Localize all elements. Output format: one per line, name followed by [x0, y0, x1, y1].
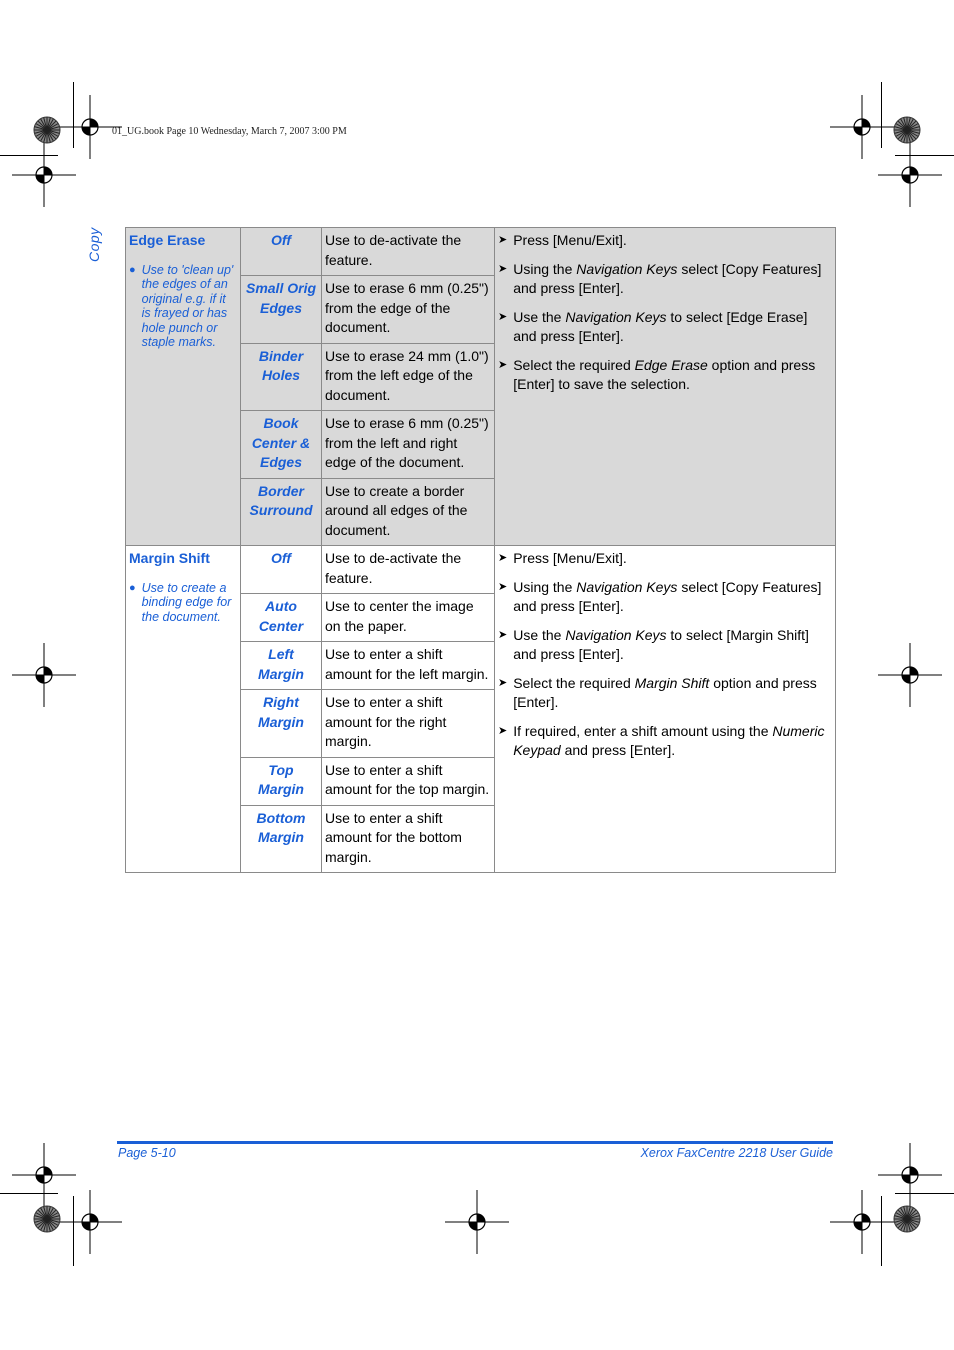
footer-rule [117, 1141, 833, 1144]
page-number: Page 5-10 [118, 1146, 176, 1160]
arrow-bullet-icon: ➤ [498, 724, 508, 737]
option-cell [241, 594, 322, 642]
table-row [126, 546, 836, 594]
step-list [498, 549, 832, 761]
option-description: Use to de-activate the feature. [322, 546, 495, 594]
feature-title: Edge Erase [129, 232, 206, 248]
option-description: Use to erase 24 mm (1.0") from the left edge of the document. [322, 343, 495, 411]
arrow-bullet-icon: ➤ [498, 676, 508, 689]
option-cell [241, 757, 322, 805]
feature-note [129, 263, 237, 350]
registration-target-icon [822, 1182, 902, 1262]
registration-target-icon [50, 1182, 130, 1262]
option-label: Right Margin [258, 694, 304, 730]
list-item: ➤ Using the Navigation Keys select [Copy Features] and press [Enter]. [498, 260, 832, 299]
option-description: Use to erase 6 mm (0.25") from the edge of the document. [322, 276, 495, 344]
list-item: ➤ Select the required Edge Erase option and press [Enter] to save the selection. [498, 356, 832, 395]
option-description: Use to create a border around all edges of the document. [322, 478, 495, 546]
feature-note-text: Use to 'clean up' the edges of an original e.g. if it is frayed or has hole punch or staple marks. [141, 262, 234, 349]
registration-target-icon [870, 135, 950, 215]
option-description: Use to enter a shift amount for the bottom margin. [322, 805, 495, 873]
option-description: Use to enter a shift amount for the top margin. [322, 757, 495, 805]
list-item: ➤ Using the Navigation Keys select [Copy Features] and press [Enter]. [498, 578, 832, 617]
option-label: Top Margin [258, 761, 304, 797]
arrow-bullet-icon: ➤ [498, 628, 508, 641]
option-cell [241, 690, 322, 758]
option-cell [241, 478, 322, 546]
option-label: Book Center & Edges [251, 415, 311, 470]
feature-note-text: Use to create a binding edge for the document. [141, 580, 232, 624]
option-description: Use to enter a shift amount for the left margin. [322, 642, 495, 690]
guide-title: Xerox FaxCentre 2218 User Guide [640, 1146, 833, 1160]
registration-target-icon [870, 635, 950, 715]
starburst-target-icon [892, 1204, 922, 1234]
step-list [498, 231, 832, 395]
option-description: Use to enter a shift amount for the right margin. [322, 690, 495, 758]
arrow-bullet-icon: ➤ [498, 358, 508, 371]
feature-cell [126, 228, 241, 546]
registration-target-icon [437, 1182, 517, 1262]
feature-cell [126, 546, 241, 873]
starburst-target-icon [32, 1204, 62, 1234]
feature-note [129, 581, 237, 625]
arrow-bullet-icon: ➤ [498, 580, 508, 593]
feature-table [125, 227, 836, 873]
option-label: Border Surround [249, 482, 313, 518]
option-description: Use to erase 6 mm (0.25") from the left and right edge of the document. [322, 411, 495, 479]
option-label: Auto Center [258, 598, 304, 634]
arrow-bullet-icon: ➤ [498, 552, 508, 564]
option-cell [241, 411, 322, 479]
option-description: Use to center the image on the paper. [322, 594, 495, 642]
option-label: Left Margin [258, 646, 304, 682]
chapter-side-title: Copy [86, 227, 102, 262]
list-item: ➤ Press [Menu/Exit]. [498, 549, 832, 569]
arrow-bullet-icon: ➤ [498, 310, 508, 323]
option-label: Bottom Margin [256, 809, 306, 845]
table-row [126, 228, 836, 276]
instructions-cell [495, 228, 836, 546]
option-cell [241, 805, 322, 873]
bullet-icon: ● [129, 581, 136, 594]
starburst-target-icon [892, 115, 922, 145]
starburst-target-icon [32, 115, 62, 145]
instructions-cell [495, 546, 836, 873]
list-item: ➤ Press [Menu/Exit]. [498, 231, 832, 251]
list-item: ➤ Select the required Margin Shift option and press [Enter]. [498, 674, 832, 713]
arrow-bullet-icon: ➤ [498, 262, 508, 275]
arrow-bullet-icon: ➤ [498, 234, 508, 246]
list-item: ➤ Use the Navigation Keys to select [Margin Shift] and press [Enter]. [498, 626, 832, 665]
feature-title: Margin Shift [129, 550, 210, 566]
option-cell [241, 228, 322, 276]
option-cell [241, 642, 322, 690]
list-item: ➤ If required, enter a shift amount using the Numeric Keypad and press [Enter]. [498, 722, 832, 761]
option-description: Use to de-activate the feature. [322, 228, 495, 276]
bullet-icon: ● [129, 263, 136, 276]
registration-target-icon [4, 635, 84, 715]
option-cell [241, 276, 322, 344]
book-header-note: 01_UG.book Page 10 Wednesday, March 7, 2007 3:00 PM [112, 126, 347, 137]
option-cell [241, 546, 322, 594]
option-label: Small Orig Edges [245, 280, 317, 316]
list-item: ➤ Use the Navigation Keys to select [Edge Erase] and press [Enter]. [498, 308, 832, 347]
registration-target-icon [4, 135, 84, 215]
option-label: Off [271, 550, 291, 566]
option-cell [241, 343, 322, 411]
option-label: Off [271, 232, 291, 248]
option-label: Binder Holes [258, 347, 304, 383]
